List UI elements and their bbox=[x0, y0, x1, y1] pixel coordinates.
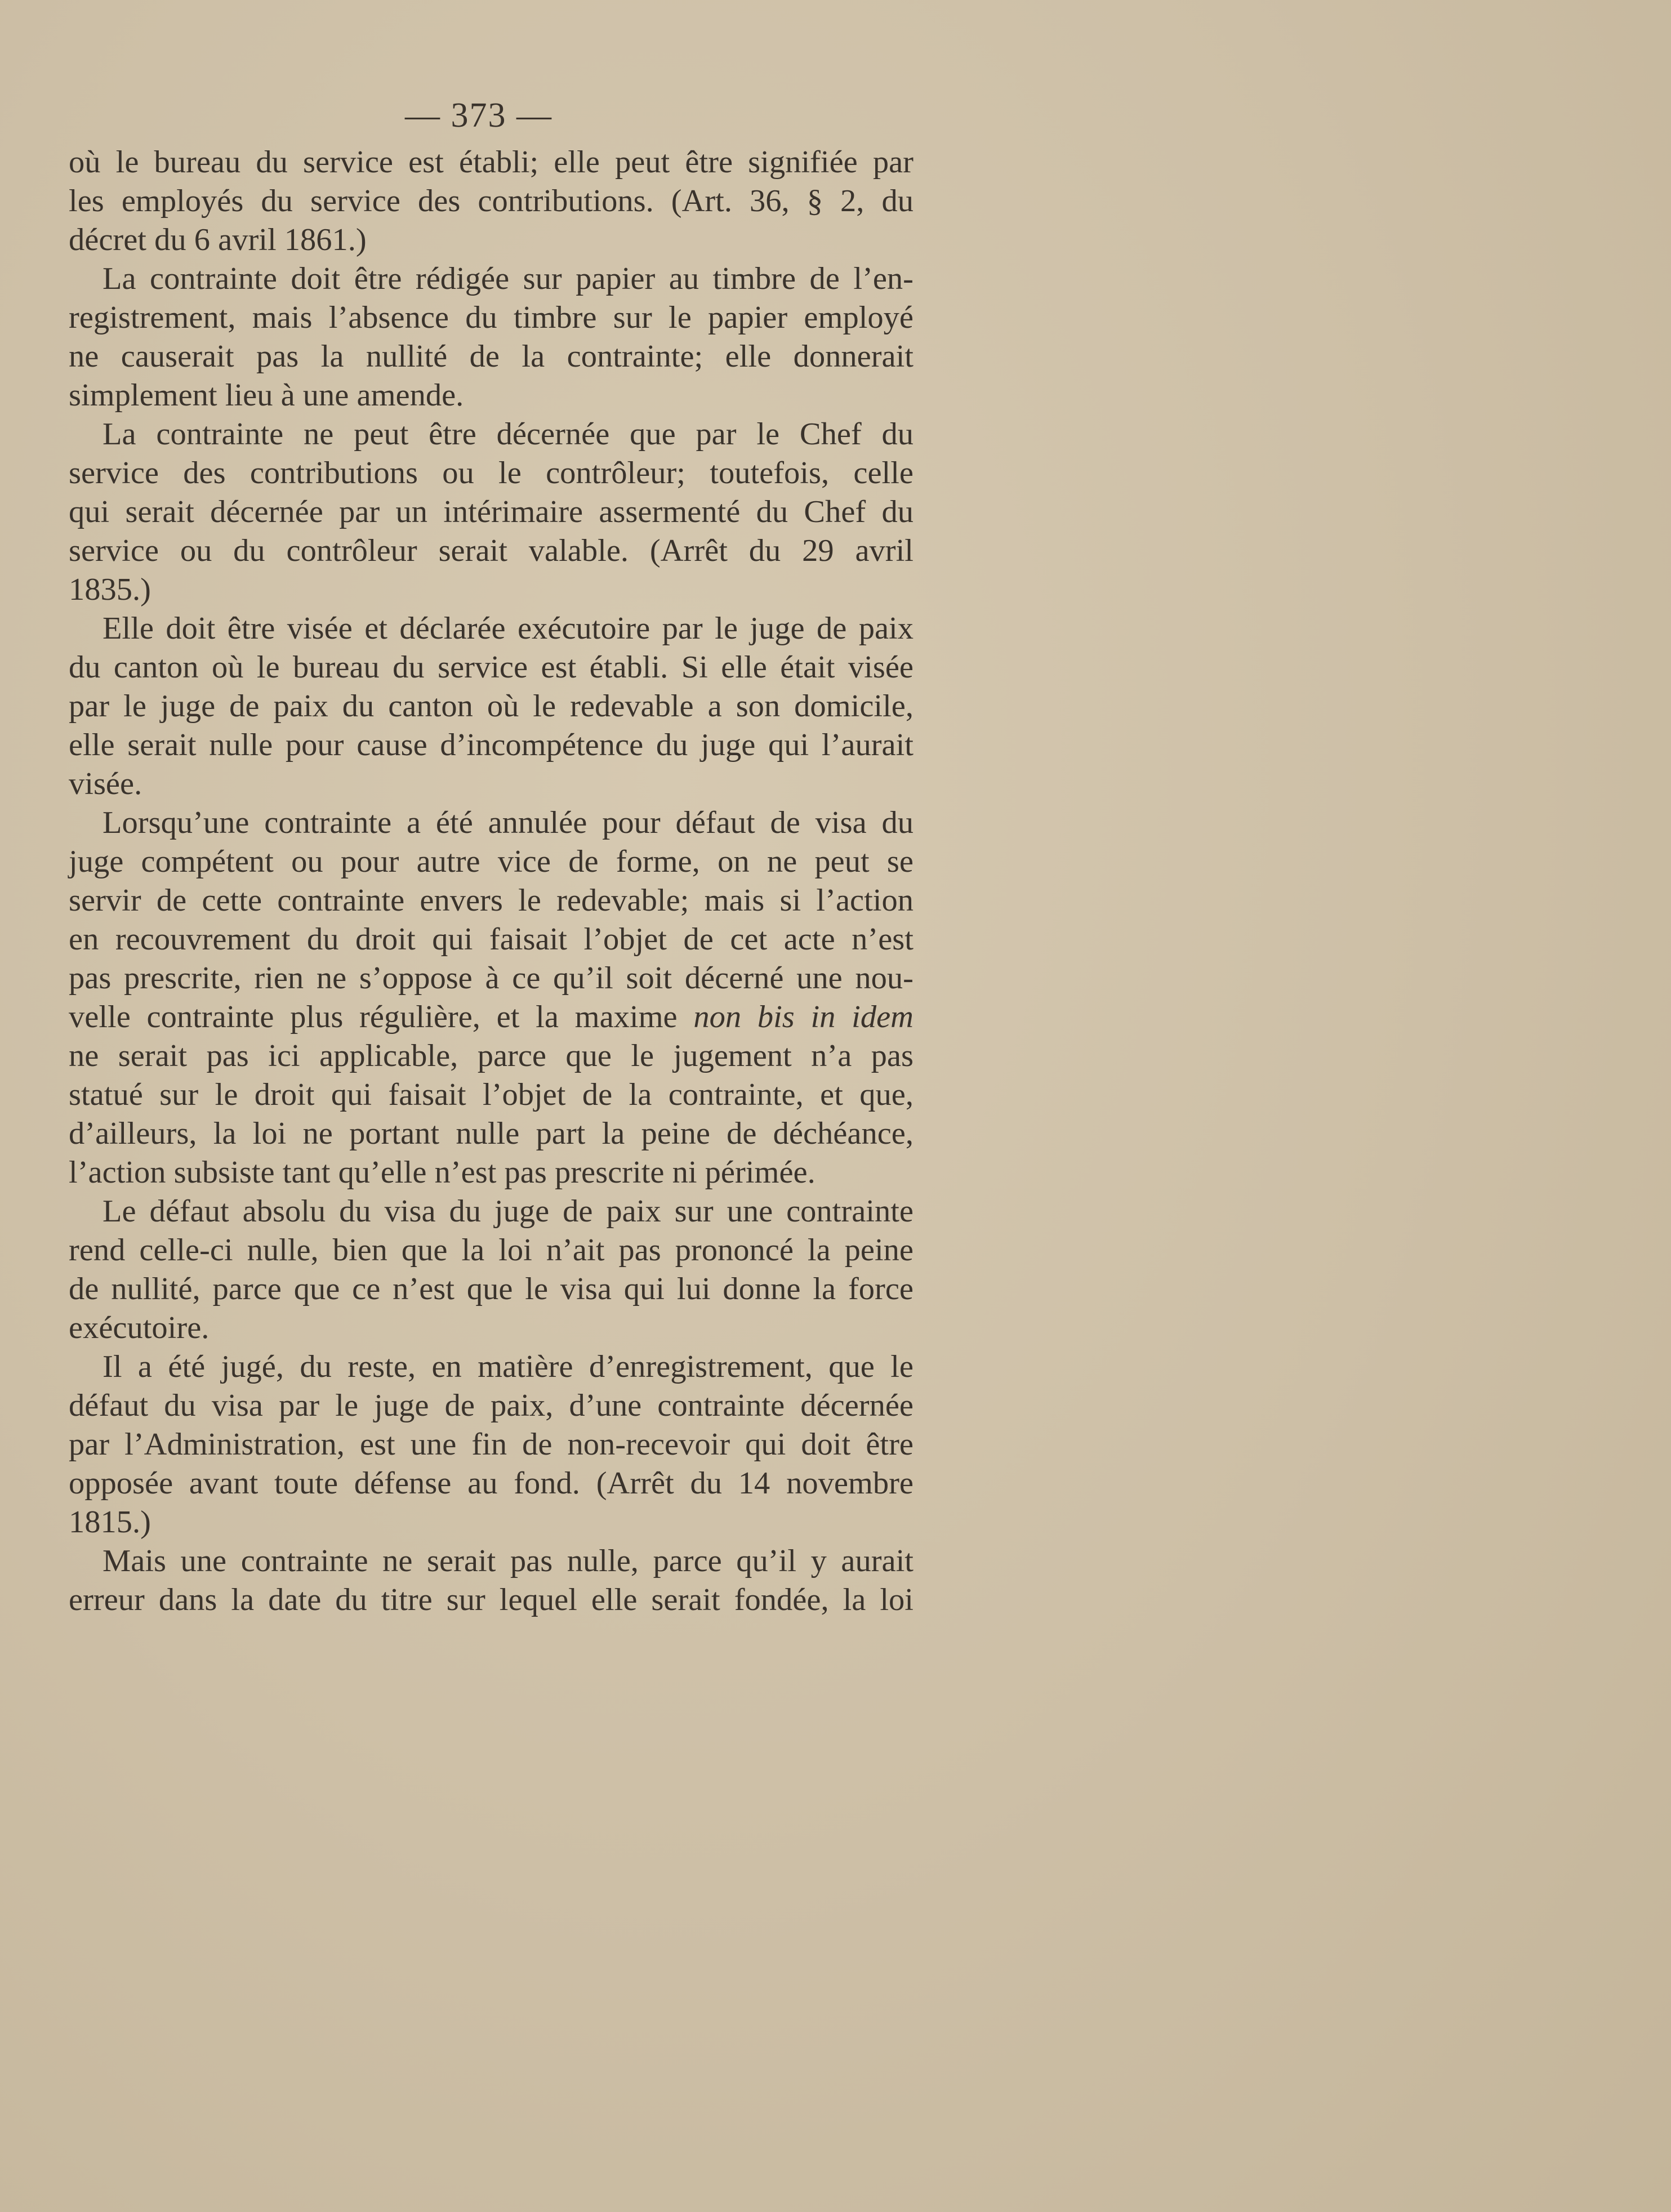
text-line: du canton où le bureau du service est établi. Si elle était visée bbox=[69, 650, 914, 685]
text-line: elle serait nulle pour cause d’incompétence du juge qui l’aurait bbox=[69, 728, 914, 762]
text-line: rend celle-ci nulle, bien que la loi n’ait pas prononcé la peine bbox=[69, 1233, 914, 1268]
body-text bbox=[69, 143, 914, 1620]
text-line: où le bureau du service est établi; elle peut être signifiée par bbox=[69, 145, 914, 180]
text-line: opposée avant toute défense au fond. (Arrêt du 14 novembre bbox=[69, 1466, 914, 1501]
latin-maxim: non bis in idem bbox=[693, 1000, 914, 1034]
text-line: Le défaut absolu du visa du juge de paix sur une contrainte bbox=[103, 1194, 914, 1229]
text-line: 1815.) bbox=[69, 1505, 151, 1540]
text-line: statué sur le droit qui faisait l’objet de la contrainte, et que, bbox=[69, 1077, 914, 1112]
text-line: en recouvrement du droit qui faisait l’objet de cet acte n’est bbox=[69, 922, 914, 957]
text-line: de nullité, parce que ce n’est que le visa qui lui donne la force bbox=[69, 1272, 914, 1306]
text-line: décret du 6 avril 1861.) bbox=[69, 222, 367, 257]
text-line: les employés du service des contributions. (Art. 36, § 2, du bbox=[69, 184, 914, 218]
text-line: service ou du contrôleur serait valable. (Arrêt du 29 avril bbox=[69, 533, 914, 568]
text-line: La contrainte doit être rédigée sur papier au timbre de l’en- bbox=[103, 261, 914, 296]
text-line: ne causerait pas la nullité de la contrainte; elle donnerait bbox=[69, 339, 914, 374]
text-line: simplement lieu à une amende. bbox=[69, 378, 464, 413]
text-line: défaut du visa par le juge de paix, d’une contrainte décernée bbox=[69, 1388, 914, 1423]
text-line: exécutoire. bbox=[69, 1310, 210, 1345]
text-line: pas prescrite, rien ne s’oppose à ce qu’il soit décerné une nou- bbox=[69, 961, 914, 996]
text-line: servir de cette contrainte envers le redevable; mais si l’action bbox=[69, 883, 914, 918]
text-line: 1835.) bbox=[69, 572, 151, 607]
text-line: service des contributions ou le contrôleur; toutefois, celle bbox=[69, 456, 914, 490]
text-line: Lorsqu’une contrainte a été annulée pour défaut de visa du bbox=[103, 805, 914, 840]
text-line-with-latin-maxim bbox=[69, 998, 914, 1037]
text-line: erreur dans la date du titre sur lequel elle serait fondée, la loi bbox=[69, 1582, 914, 1617]
page-number: — 373 — bbox=[405, 96, 552, 135]
text-line: Elle doit être visée et déclarée exécutoire par le juge de paix bbox=[103, 611, 914, 646]
text-line: La contrainte ne peut être décernée que par le Chef du bbox=[103, 417, 914, 452]
text-line: ne serait pas ici applicable, parce que le jugement n’a pas bbox=[69, 1038, 914, 1073]
text-line: Mais une contrainte ne serait pas nulle, parce qu’il y aurait bbox=[103, 1544, 914, 1578]
text-line: visée. bbox=[69, 766, 142, 801]
text-line: par le juge de paix du canton où le redevable a son domicile, bbox=[69, 689, 914, 724]
text-line-head: velle contrainte plus régulière, et la maxime bbox=[69, 1000, 694, 1034]
text-line: l’action subsiste tant qu’elle n’est pas prescrite ni périmée. bbox=[69, 1155, 816, 1190]
text-line: juge compétent ou pour autre vice de forme, on ne peut se bbox=[69, 844, 914, 879]
text-line: qui serait décernée par un intérimaire assermenté du Chef du bbox=[69, 494, 914, 529]
text-line: registrement, mais l’absence du timbre sur le papier employé bbox=[69, 300, 914, 335]
text-line: Il a été jugé, du reste, en matière d’enregistrement, que le bbox=[103, 1349, 914, 1384]
text-line: par l’Administration, est une fin de non-recevoir qui doit être bbox=[69, 1427, 914, 1462]
text-line: d’ailleurs, la loi ne portant nulle part la peine de déchéance, bbox=[69, 1116, 914, 1151]
